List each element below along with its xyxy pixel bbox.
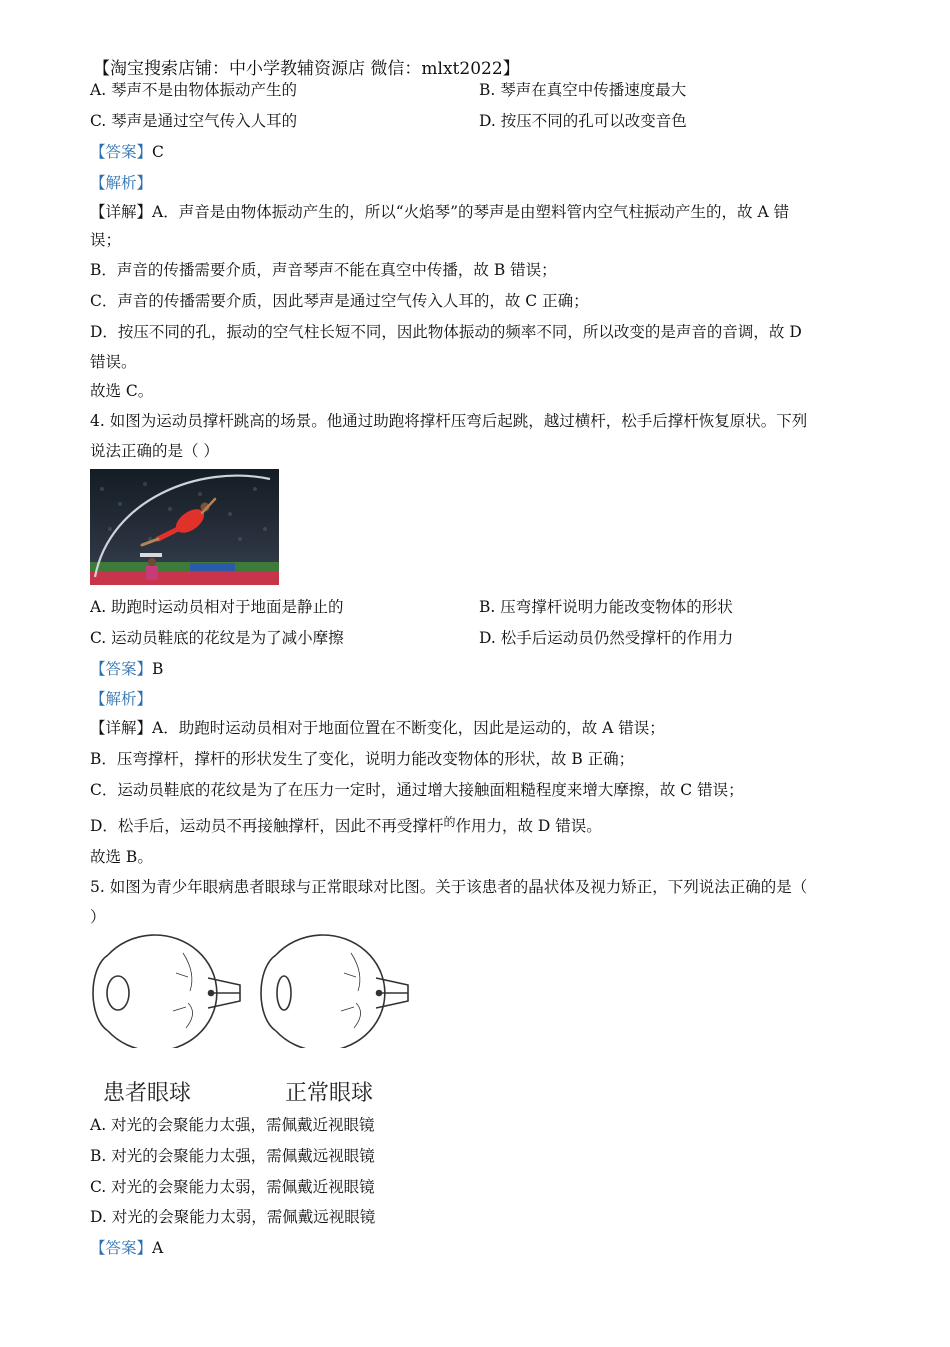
q4-conclusion: 故选 B。 [90, 848, 153, 866]
q4-answer [90, 658, 163, 680]
q3-answer [90, 141, 164, 163]
eye-diagram [88, 933, 413, 1048]
q4-option-c: C. 运动员鞋底的花纹是为了减小摩擦 [90, 629, 344, 647]
q3-detail-line: 误； [90, 231, 122, 249]
q4-option-a: A. 助跑时运动员相对于地面是静止的 [90, 598, 344, 616]
detail-text: A．声音是由物体振动产生的，所以“火焰琴”的琴声是由塑料管内空气柱振动产生的，故 A 错 [152, 203, 790, 221]
answer-tag: 【答案】 [90, 1239, 153, 1257]
q3-detail-line: D．按压不同的孔，振动的空气柱长短不同，因此物体振动的频率不同，所以改变的是声音的音调，故 D [90, 323, 802, 341]
q4-detail-line [90, 717, 665, 739]
detail-text: A．助跑时运动员相对于地面位置在不断变化，因此是运动的，故 A 错误； [152, 719, 665, 737]
detail-tag: 【详解】 [90, 203, 153, 221]
answer-tag: 【答案】 [90, 143, 153, 161]
q4-analysis-tag: 【解析】 [90, 690, 153, 708]
q5-answer [90, 1237, 163, 1259]
q5-option-b: B. 对光的会聚能力太强，需佩戴远视眼镜 [90, 1147, 375, 1165]
normal-eye-label: 正常眼球 [285, 1081, 374, 1106]
q3-option-a: A. 琴声不是由物体振动产生的 [90, 81, 298, 99]
q3-option-b: B. 琴声在真空中传播速度最大 [479, 81, 687, 99]
answer-value: B [152, 660, 164, 678]
detail-text: 作用力，故 D 错误。 [455, 817, 602, 835]
q3-detail-line: C．声音的传播需要介质，因此琴声是通过空气传入人耳的，故 C 正确； [90, 292, 589, 310]
q5-option-d: D. 对光的会聚能力太弱，需佩戴远视眼镜 [90, 1208, 376, 1226]
q4-detail-line: C．运动员鞋底的花纹是为了在压力一定时，通过增大接触面粗糙程度来增大摩擦，故 C 错误； [90, 781, 744, 799]
patient-eye-drawing [93, 935, 240, 1048]
q4-detail-line [90, 815, 602, 838]
answer-value: C [152, 143, 164, 161]
store-header: 【淘宝搜索店铺：中小学教辅资源店 微信：mlxt2022】 [93, 59, 520, 79]
patient-eye-label: 患者眼球 [103, 1081, 192, 1106]
q4-stem-line: 说法正确的是（ ） [90, 442, 219, 460]
q3-detail-line: B．声音的传播需要介质，声音琴声不能在真空中传播，故 B 错误； [90, 261, 557, 279]
q5-stem-line: ） [90, 908, 106, 926]
q3-conclusion: 故选 C。 [90, 382, 154, 400]
q3-analysis-tag: 【解析】 [90, 174, 153, 192]
answer-value: A [152, 1239, 164, 1257]
q4-detail-line: B．压弯撑杆，撑杆的形状发生了变化，说明力能改变物体的形状，故 B 正确； [90, 750, 635, 768]
q5-option-c: C. 对光的会聚能力太弱，需佩戴近视眼镜 [90, 1178, 375, 1196]
answer-tag: 【答案】 [90, 660, 153, 678]
eye-comparison-figure [88, 933, 413, 1048]
pole-vault-photo [90, 469, 279, 585]
q3-detail-line [90, 201, 789, 223]
q5-stem-line: 5. 如图为青少年眼病患者眼球与正常眼球对比图。关于该患者的晶状体及视力矫正，下列说法正确的是（ [90, 878, 808, 896]
q4-option-d: D. 松手后运动员仍然受撑杆的作用力 [479, 629, 734, 647]
q3-option-d: D. 按压不同的孔可以改变音色 [479, 112, 687, 130]
normal-eye-drawing [261, 935, 408, 1048]
q4-stem-line: 4. 如图为运动员撑杆跳高的场景。他通过助跑将撑杆压弯后起跳，越过横杆，松手后撑杆恢复原状。下列 [90, 412, 808, 430]
q5-option-a: A. 对光的会聚能力太强，需佩戴近视眼镜 [90, 1116, 375, 1134]
q3-detail-line: 错误。 [90, 353, 137, 371]
q4-option-b: B. 压弯撑杆说明力能改变物体的形状 [479, 598, 733, 616]
detail-small-glyph: 的 [443, 815, 456, 829]
q3-option-c: C. 琴声是通过空气传入人耳的 [90, 112, 298, 130]
detail-text: D．松手后，运动员不再接触撑杆，因此不再受撑杆 [90, 817, 444, 835]
detail-tag: 【详解】 [90, 719, 153, 737]
